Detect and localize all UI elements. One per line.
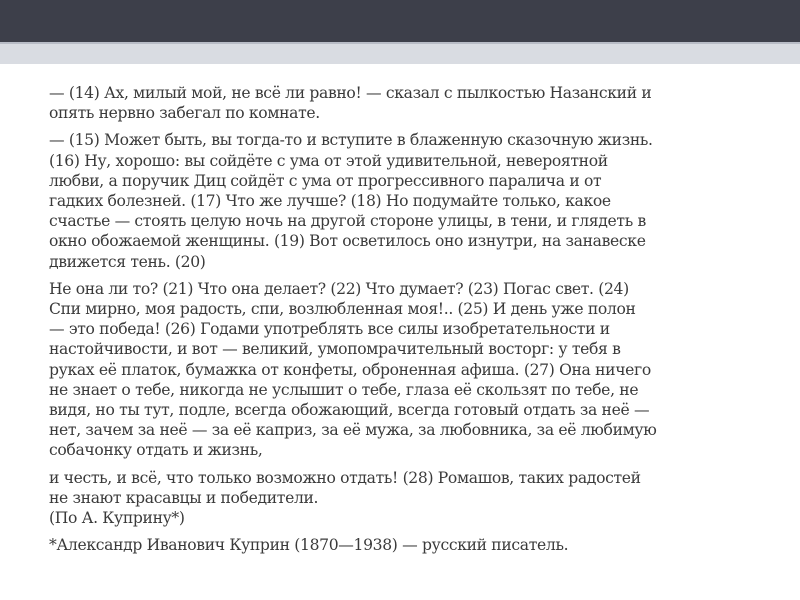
header-band: [0, 0, 800, 42]
paragraph-28-source: [49, 468, 761, 529]
text-line: — (14) Ах, милый мой, не всё ли равно! — сказал с пылкостью Назанский и: [49, 84, 652, 102]
footnote: [49, 535, 761, 555]
header-divider: [0, 42, 800, 44]
text-line: гадких болезней. (17) Что же лучше? (18) Но подумайте только, какое: [49, 192, 611, 211]
text-line: нет, зачем за неё — за её каприз, за её мужа, за любовника, за её любимую: [49, 421, 657, 440]
paragraph-15-20: [49, 130, 761, 271]
header-accent-stripe: [0, 42, 800, 64]
text-line: видя, но ты тут, подле, всегда обожающий, всегда готовый отдать за неё —: [49, 401, 650, 420]
paragraph-20-27: [49, 279, 761, 461]
text-body: [49, 83, 761, 555]
text-line: любви, а поручик Диц сойдёт с ума от прогрессивного паралича и от: [49, 171, 602, 190]
source-attribution: (По А. Куприну*): [49, 509, 185, 528]
text-line: — (15) Может быть, вы тогда-то и вступите в блаженную сказочную жизнь.: [49, 131, 653, 150]
text-line: опять нервно забегал по комнате.: [49, 104, 320, 123]
text-line: — это победа! (26) Годами употреблять все силы изобретательности и: [49, 320, 610, 339]
text-line: Спи мирно, моя радость, спи, возлюбленная моя!.. (25) И день уже полон: [49, 300, 636, 319]
text-line: собачонку отдать и жизнь,: [49, 441, 263, 460]
footnote-text: *Александр Иванович Куприн (1870—1938) — русский писатель.: [49, 536, 569, 555]
text-line: руках её платок, бумажка от конфеты, оброненная афиша. (27) Она ничего: [49, 360, 651, 379]
text-line: (16) Ну, хорошо: вы сойдёте с ума от этой удивительной, невероятной: [49, 151, 608, 170]
text-line: движется тень. (20): [49, 252, 206, 271]
text-line: окно обожаемой женщины. (19) Вот осветилось оно изнутри, на занавеске: [49, 232, 646, 251]
text-line: Не она ли то? (21) Что она делает? (22) Что думает? (23) Погас свет. (24): [49, 279, 629, 298]
text-line: не знает о тебе, никогда не услышит о тебе, глаза её скользят по тебе, не: [49, 380, 639, 399]
text-line: не знают красавцы и победители.: [49, 488, 319, 507]
text-line: настойчивости, и вот — великий, умопомрачительный восторг: у тебя в: [49, 340, 621, 359]
text-line: и честь, и всё, что только возможно отдать! (28) Ромашов, таких радостей: [49, 468, 641, 487]
paragraph-14: [49, 83, 761, 123]
text-line: счастье — стоять целую ночь на другой стороне улицы, в тени, и глядеть в: [49, 212, 646, 231]
